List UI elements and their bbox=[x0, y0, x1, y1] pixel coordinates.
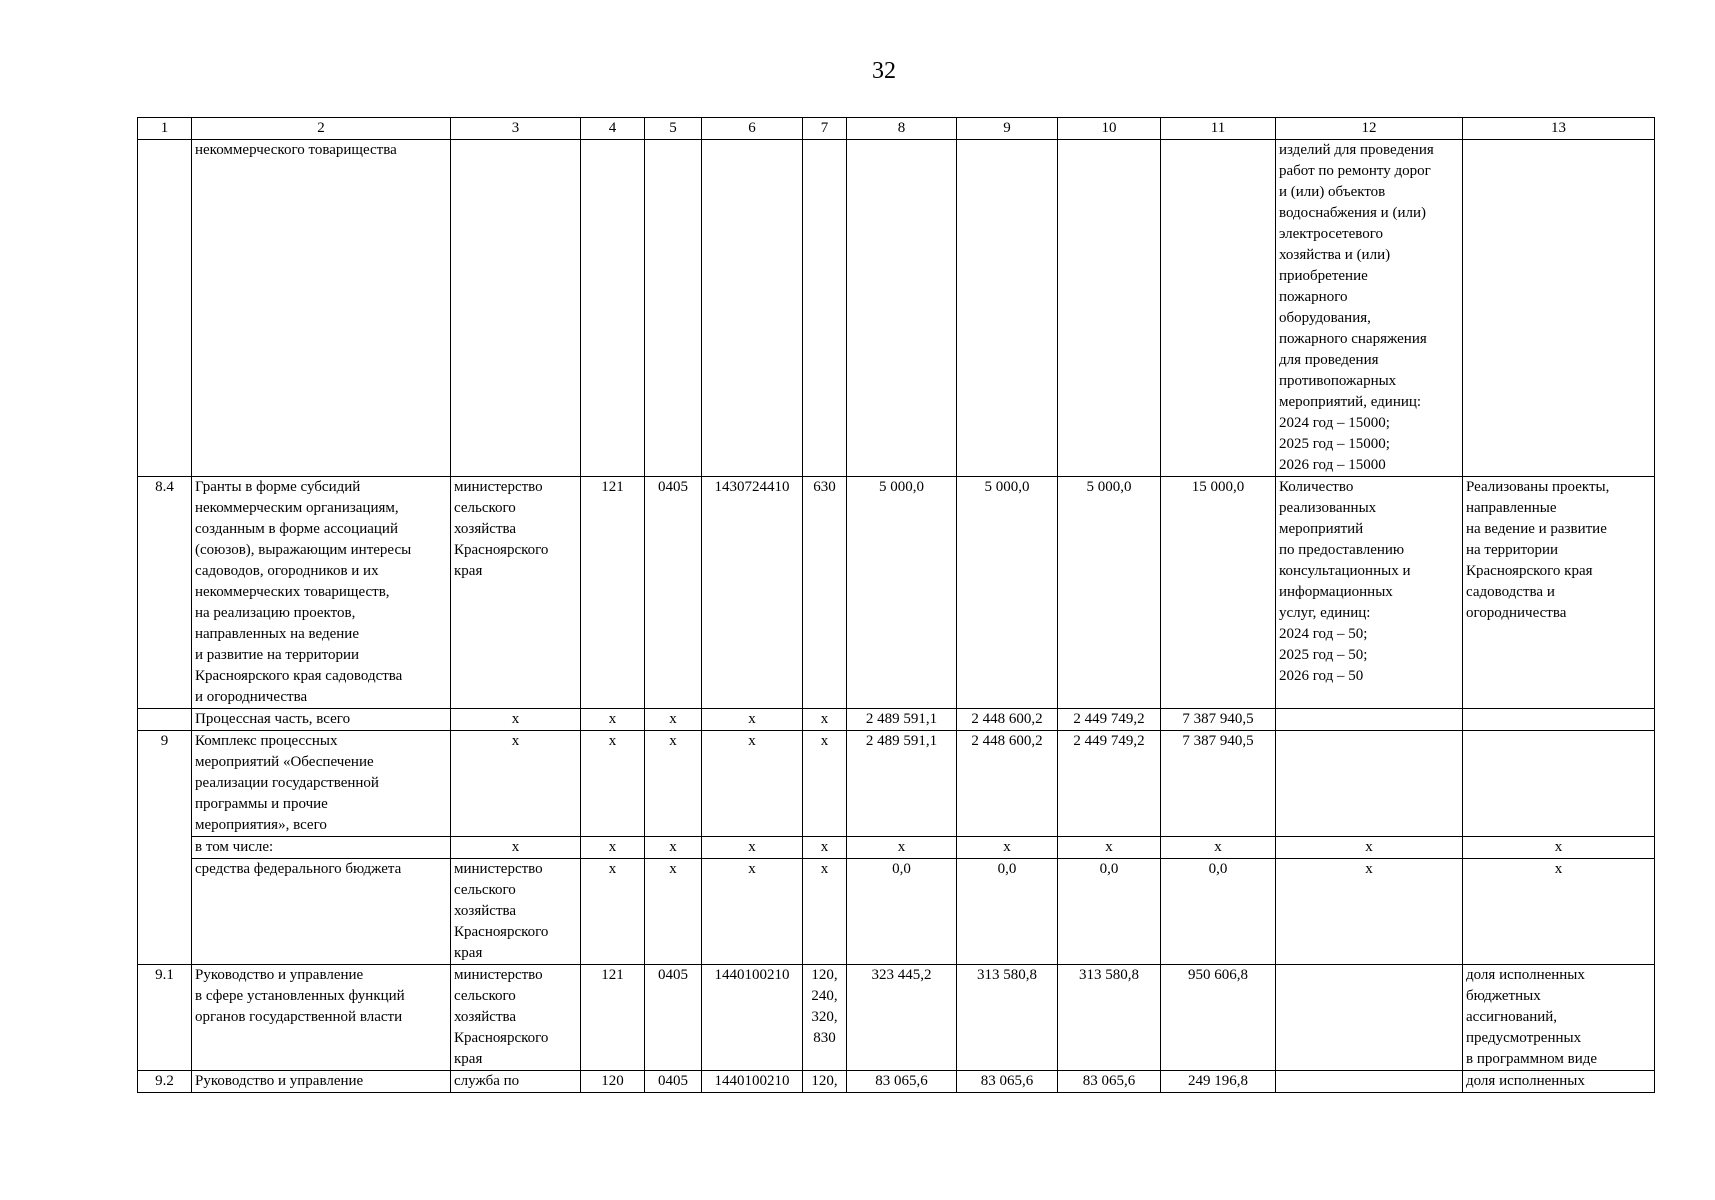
row-name: некоммерческого товарищества bbox=[192, 140, 451, 477]
header-row bbox=[138, 118, 1655, 140]
code-cell: х bbox=[645, 859, 702, 965]
code-cell: х bbox=[451, 709, 581, 731]
code-cell: 0405 bbox=[645, 477, 702, 709]
amount-cell: 0,0 bbox=[1058, 859, 1161, 965]
code-cell: 121 bbox=[581, 477, 645, 709]
amount-cell: 2 449 749,2 bbox=[1058, 731, 1161, 837]
column-header: 11 bbox=[1161, 118, 1276, 140]
row-name: Процессная часть, всего bbox=[192, 709, 451, 731]
responsible-cell: министерство сельского хозяйства Красноярского края bbox=[451, 965, 581, 1071]
result-cell: доля исполненных bbox=[1463, 1071, 1655, 1093]
amount-cell: 5 000,0 bbox=[847, 477, 957, 709]
table-row-9-1 bbox=[138, 965, 1655, 1071]
amount-cell: 950 606,8 bbox=[1161, 965, 1276, 1071]
amount-cell: 7 387 940,5 bbox=[1161, 731, 1276, 837]
amount-cell: 2 489 591,1 bbox=[847, 731, 957, 837]
amount-cell: 249 196,8 bbox=[1161, 1071, 1276, 1093]
page-number: 32 bbox=[872, 58, 896, 84]
code-cell: х bbox=[581, 709, 645, 731]
row-name: Руководство и управление bbox=[192, 1071, 451, 1093]
code-cell: 120, 240, 320, 830 bbox=[803, 965, 847, 1071]
amount-cell: 313 580,8 bbox=[957, 965, 1058, 1071]
row-number: 9 bbox=[138, 731, 192, 837]
result-cell: доля исполненных бюджетных ассигнований, предусмотренных в программном виде bbox=[1463, 965, 1655, 1071]
code-cell: х bbox=[645, 709, 702, 731]
amount-cell: 7 387 940,5 bbox=[1161, 709, 1276, 731]
amount-cell: 83 065,6 bbox=[1058, 1071, 1161, 1093]
code-cell: х bbox=[451, 731, 581, 837]
column-header: 7 bbox=[803, 118, 847, 140]
responsible-cell: служба по bbox=[451, 1071, 581, 1093]
row-number: 9.2 bbox=[138, 1071, 192, 1093]
code-cell: 0405 bbox=[645, 965, 702, 1071]
code-cell: х bbox=[702, 731, 803, 837]
code-cell: х bbox=[581, 859, 645, 965]
amount-cell: 2 448 600,2 bbox=[957, 709, 1058, 731]
responsible-cell: министерство сельского хозяйства Красноярского края bbox=[451, 477, 581, 709]
column-header: 2 bbox=[192, 118, 451, 140]
indicator-cell bbox=[1276, 965, 1463, 1071]
amount-cell: 83 065,6 bbox=[847, 1071, 957, 1093]
column-header: 3 bbox=[451, 118, 581, 140]
row-number: 8.4 bbox=[138, 477, 192, 709]
amount-cell: 83 065,6 bbox=[957, 1071, 1058, 1093]
amount-cell: 313 580,8 bbox=[1058, 965, 1161, 1071]
code-cell: х bbox=[702, 859, 803, 965]
indicator-cell: Количество реализованных мероприятий по предоставлению консультационных и информационных услуг, единиц: 2024 год – 50; 2025 год – 50; 2026 год – 50 bbox=[1276, 477, 1463, 709]
budget-table bbox=[137, 117, 1655, 1093]
amount-cell: х bbox=[1058, 837, 1161, 859]
column-header: 9 bbox=[957, 118, 1058, 140]
row-number: 9.1 bbox=[138, 965, 192, 1071]
amount-cell: 5 000,0 bbox=[957, 477, 1058, 709]
column-header: 6 bbox=[702, 118, 803, 140]
column-header: 12 bbox=[1276, 118, 1463, 140]
column-header: 10 bbox=[1058, 118, 1161, 140]
indicator-cell bbox=[1276, 1071, 1463, 1093]
amount-cell: х bbox=[847, 837, 957, 859]
result-cell: х bbox=[1463, 859, 1655, 965]
code-cell: х bbox=[702, 837, 803, 859]
code-cell: х bbox=[803, 709, 847, 731]
code-cell: х bbox=[803, 859, 847, 965]
indicator-cell: х bbox=[1276, 859, 1463, 965]
code-cell: 1440100210 bbox=[702, 965, 803, 1071]
code-cell: 120, bbox=[803, 1071, 847, 1093]
amount-cell: 5 000,0 bbox=[1058, 477, 1161, 709]
amount-cell: 15 000,0 bbox=[1161, 477, 1276, 709]
column-header: 4 bbox=[581, 118, 645, 140]
responsible-cell: министерство сельского хозяйства Красноярского края bbox=[451, 859, 581, 965]
code-cell: 1440100210 bbox=[702, 1071, 803, 1093]
column-header: 5 bbox=[645, 118, 702, 140]
code-cell: х bbox=[645, 731, 702, 837]
amount-cell: х bbox=[957, 837, 1058, 859]
indicator-cell: х bbox=[1276, 837, 1463, 859]
code-cell: х bbox=[581, 731, 645, 837]
amount-cell: 323 445,2 bbox=[847, 965, 957, 1071]
amount-cell: х bbox=[1161, 837, 1276, 859]
table-row-including bbox=[138, 837, 1655, 859]
table-row-process-total bbox=[138, 709, 1655, 731]
table-row-9 bbox=[138, 731, 1655, 837]
row-name: Комплекс процессных мероприятий «Обеспечение реализации государственной программы и прочие мероприятия», всего bbox=[192, 731, 451, 837]
row-name: в том числе: bbox=[192, 837, 451, 859]
code-cell: 121 bbox=[581, 965, 645, 1071]
row-name: Гранты в форме субсидий некоммерческим организациям, созданным в форме ассоциаций (союзов), выражающим интересы садоводов, огородников и их некоммерческих товариществ, на реализацию проектов, направленных на ведение и развитие на территории Красноярского края садоводства и огородничества bbox=[192, 477, 451, 709]
amount-cell: 0,0 bbox=[847, 859, 957, 965]
code-cell: х bbox=[803, 837, 847, 859]
code-cell: 1430724410 bbox=[702, 477, 803, 709]
row-name: Руководство и управление в сфере установленных функций органов государственной власти bbox=[192, 965, 451, 1071]
code-cell: 630 bbox=[803, 477, 847, 709]
code-cell: х bbox=[803, 731, 847, 837]
amount-cell: 0,0 bbox=[957, 859, 1058, 965]
amount-cell: 0,0 bbox=[1161, 859, 1276, 965]
result-cell: Реализованы проекты, направленные на ведение и развитие на территории Красноярского края садоводства и огородничества bbox=[1463, 477, 1655, 709]
code-cell: х bbox=[702, 709, 803, 731]
code-cell: х bbox=[451, 837, 581, 859]
column-header: 13 bbox=[1463, 118, 1655, 140]
table-row-continuation bbox=[138, 140, 1655, 477]
code-cell: 120 bbox=[581, 1071, 645, 1093]
amount-cell: 2 448 600,2 bbox=[957, 731, 1058, 837]
code-cell: х bbox=[645, 837, 702, 859]
table-row-federal-budget bbox=[138, 859, 1655, 965]
column-header: 1 bbox=[138, 118, 192, 140]
table-row-8-4 bbox=[138, 477, 1655, 709]
row-name: средства федерального бюджета bbox=[192, 859, 451, 965]
result-cell: х bbox=[1463, 837, 1655, 859]
amount-cell: 2 449 749,2 bbox=[1058, 709, 1161, 731]
code-cell: 0405 bbox=[645, 1071, 702, 1093]
code-cell: х bbox=[581, 837, 645, 859]
column-header: 8 bbox=[847, 118, 957, 140]
table-row-9-2 bbox=[138, 1071, 1655, 1093]
amount-cell: 2 489 591,1 bbox=[847, 709, 957, 731]
indicator-cell: изделий для проведения работ по ремонту дорог и (или) объектов водоснабжения и (или) электросетевого хозяйства и (или) приобретение пожарного оборудования, пожарного снаряжения для проведения противопожарных мероприятий, единиц: 2024 год – 15000; 2025 год – 15000; 2026 год – 15000 bbox=[1276, 140, 1463, 477]
